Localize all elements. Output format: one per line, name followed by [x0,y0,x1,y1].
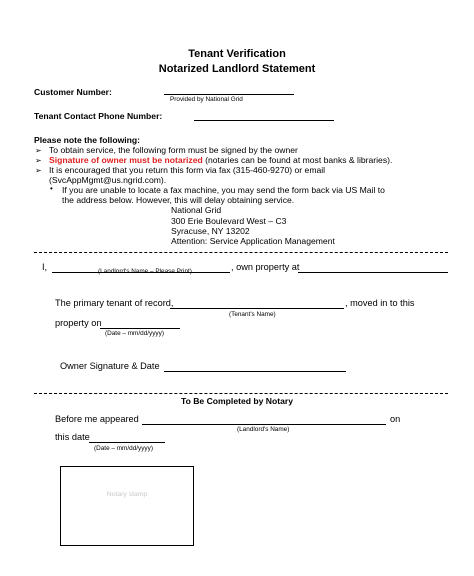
this-date-text: this date [55,432,90,442]
form-title: Tenant Verification [188,48,286,60]
notary-landlord-name-hint: (Landlord's Name) [237,426,290,433]
arrow-bullet-icon: ➢ [35,146,42,155]
landlord-name-hint: (Landlord's Name – Please Print) [98,268,192,275]
notary-landlord-name-field[interactable] [142,424,386,425]
address-line-4: Attention: Service Application Management [171,236,335,246]
on-text: on [390,414,401,424]
address-line-1: National Grid [171,205,222,215]
customer-number-label: Customer Number: [34,87,112,97]
own-property-text: , own property at [231,262,300,272]
moved-in-text: , moved in to this [345,298,415,308]
notary-stamp-box [60,466,194,546]
note-us-mail-cont: the address below. However, this will delay obtaining service. [62,195,295,205]
note-email-address: (SvcAppMgmt@us.ngrid.com). [49,175,167,185]
disc-bullet-icon: • [50,184,53,193]
owner-signature-label: Owner Signature & Date [60,361,160,371]
note-us-mail: If you are unable to locate a fax machine, you may send the form back via US Mail to [62,185,385,195]
tenant-phone-label: Tenant Contact Phone Number: [34,111,163,121]
arrow-bullet-icon: ➢ [35,166,42,175]
property-on-text: property on [55,318,102,328]
tenant-phone-field[interactable] [194,120,334,121]
move-in-date-field[interactable] [100,328,180,329]
i-label: I, [42,262,48,272]
customer-number-hint: Provided by National Grid [170,96,243,103]
note-fax-email: It is encouraged that you return this form via fax (315-460-9270) or email [49,165,326,175]
section-divider [34,393,448,394]
primary-tenant-text: The primary tenant of record, [55,298,174,308]
before-me-text: Before me appeared [55,414,139,424]
address-line-3: Syracuse, NY 13202 [171,226,250,236]
notary-heading: To Be Completed by Notary [180,396,294,406]
notary-date-field[interactable] [89,442,165,443]
notary-date-hint: (Date – mm/dd/yyyy) [94,445,153,452]
tenant-name-hint: (Tenant's Name) [229,311,276,318]
property-address-field[interactable] [298,272,448,273]
notes-heading: Please note the following: [34,135,140,145]
section-divider [34,252,448,253]
arrow-bullet-icon: ➢ [35,156,42,165]
note-sign-owner: To obtain service, the following form must be signed by the owner [49,145,298,155]
notarized-warning: Signature of owner must be notarized [49,155,203,165]
notary-stamp-label: Notary stamp [106,491,148,498]
notary-location-note: (notaries can be found at most banks & libraries). [205,155,393,165]
move-in-date-hint: (Date – mm/dd/yyyy) [105,330,164,337]
tenant-name-field[interactable] [170,308,344,309]
form-subtitle: Notarized Landlord Statement [158,63,316,75]
owner-signature-field[interactable] [164,371,346,372]
address-line-2: 300 Erie Boulevard West – C3 [171,216,287,226]
customer-number-field[interactable] [164,94,294,95]
